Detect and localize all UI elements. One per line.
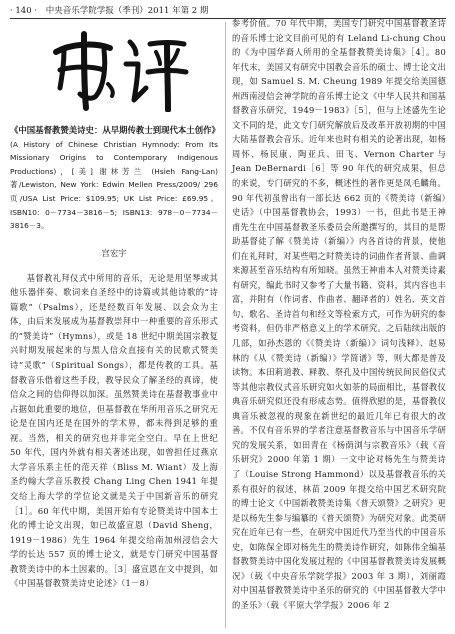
section-heading-calligraphy: [50, 30, 190, 112]
body-text-left: 基督教礼拜仪式中所用的音乐，无论是用坚琴或其他乐器伴奏、歌词来自圣经中的诗篇或其他诗歌的“诗篇歌”（Psalms），还是经数百年发展、以会众为主体，由后来发展成为基督教崇拜中一种重要的音乐形式的“赞美诗”（Hymns），或是 18 世纪中期美国宗教复兴时期发展起来的与黑人信众直接有关的民歌式赞美诗“灵歌”（Spiritual Songs），都是传教的工具。基督教音乐借着这些手段，教导民众了解圣经的真谛，使信众之间的信仰得以加深。虽然赞美诗在基督教事业中占据如此重要的地位，但基督教在华所用音乐之研究无论是在国内还是在国外的学术界，都未得到足够的重视。当然，相关的研究也并非完全空白。早在上世纪 50 年代，国内外就有相关著述出现，如曾担任过燕京大学音乐系主任的范天祥（Bliss M. Wiant）及上海圣约翰大学音乐教授 Chang Ling Chen 1941 年提交给上海大学的学位论文就是关于中国新音乐的研究［1］。60 年代中期，美国开始有专论赞美诗中国本土化的博士论文出现，如已故盛宣恩（David Sheng，1919－1986）先生 1964 年提交给南加州浸信会大学的长达 557 页的博士论文，就是专门研究中国基督教赞美诗中的本土因素的。［3］盛宣恩在文中提到，如《中国基督教赞美诗史论述》（1－8）: [10, 272, 218, 589]
page-number: · 140 ·: [10, 6, 38, 16]
body-text-right: 参考价值。70 年代中期，美国专门研究中国基督教圣诗的音乐博士论文目前可见的有 Leland Li-chung Chou 的《为中国华裔人所用的全基督教赞美诗集》［4］。80 年代末，美国又有研究中国教会音乐的硕士、博士论文出现，如 Samuel S. M. Cheung 1989 年提交给美国德州西南浸信会神学院的音乐博士论文《中华人民共和国基督教音乐研究，1949－1983》［5］，但与上述盛先生论文不同的是，此文专门研究解放后及改革开放初期的中国大陆基督教会音乐。近年来也时有相关的论著出现，如杨周怀、杨民康、陶亚兵、田飞、Vernon Charter 与 Jean DeBernardi［6］等 90 年代的研究成果，但总的来说，专门研究的不多，概述性的著作更是凤毛麟角。90 年代初虽曾出有一部长达 662 页的《赞美诗（新编）史话》（中国基督教协会，1993）一书，但此书是王神甫先生在中国基督教圣乐委员会所邀撰写的，其目的是帮助基督徒了解《赞美诗（新编）》内各首诗的背景，使他们在礼拜时，对某些唱之时赞美诗的词曲作者背景、曲调来源甚至音乐结构有所知晓。虽然王神甫本人对赞美诗素有研究，编此书时又参考了大量书籍、资料，其内容也丰富，并附有（作词者、作曲者、翻译者的）姓名、英文首句、歌名、圣诗首句和经文等检索方式，可作为研究的参考资料，但仍非严格意义上的学术研究。之后陆续出版的几部，如孙杰恩的《《赞美诗（新编）》词句浅释》、赵易林的《从《赞美诗（新编）》学简谱》等，则大都是普及读物。本田莉道教、释教、祭孔及中国传统民间民俗仪式等其他宗教仪式音乐研究如火如荼的局面相比，基督教仪典音乐研究似还没有形成态势。值得欣慰的是，基督教仪典音乐被忽视的现象在新世纪的最近几年已有很大的改善。不仅有音乐界的学者注意基督教音乐与中国音乐学研究的发展关系，如田青在《杨荫浏与宗教音乐》（载《音乐研究》2000 年第 1 期）一文中论对杨先生与赞美诗了（Louise Strong Hammond）以及基督教音乐的关系有很好的叙述，林苗 2009 年提交给中国艺术研究院的博士论文《中国新教赞美诗集《普天颂赞》之研究》更是以杨先生参与编纂的《普天颂赞》为研究对象。此类研究在近年已有一些，在研究中国近代乃至当代的中国音乐史，如陈保全即对杨先生的赞美诗作研究，如陈伟全编基督教赞美诗中国化发展过程的《中国基督教赞美诗发展概况》（载《中央音乐学院学报》2003 年 3 期），刘丽霞对中国基督教赞美诗中圣乐的研究的《中国基督教大学中的圣乐》（载《平原大学学报》2006 年 2: [232, 18, 446, 610]
book-english-title: (A History of Chinese Christian Hymnody: From Its Missionary Origins to Contemporary Indigenous Productions): [10, 139, 218, 176]
column-divider: [225, 22, 226, 628]
right-column: [232, 16, 446, 612]
book-title: 《中国基督教赞美诗史：从早期传教士到现代本土创作》: [10, 125, 220, 135]
book-publication-info: ，[美] 谢林芳兰 (Hsieh Fang-Lan) 著/Lewiston, New York: Edwin Mellen Press/2009/ 296 页/USA List Price: $109.95; UK List Price: £69.95。 ISBN10: 0－7734－3816－5; ISBN13: 978－0－7734－3816－3。: [10, 166, 218, 231]
reviewer-name: 宫宏宇: [101, 247, 127, 258]
left-column: [10, 22, 218, 591]
journal-name: 中央音乐学院学报（季刊）2011 年第 2 期: [45, 6, 209, 16]
book-entry: [10, 124, 218, 233]
